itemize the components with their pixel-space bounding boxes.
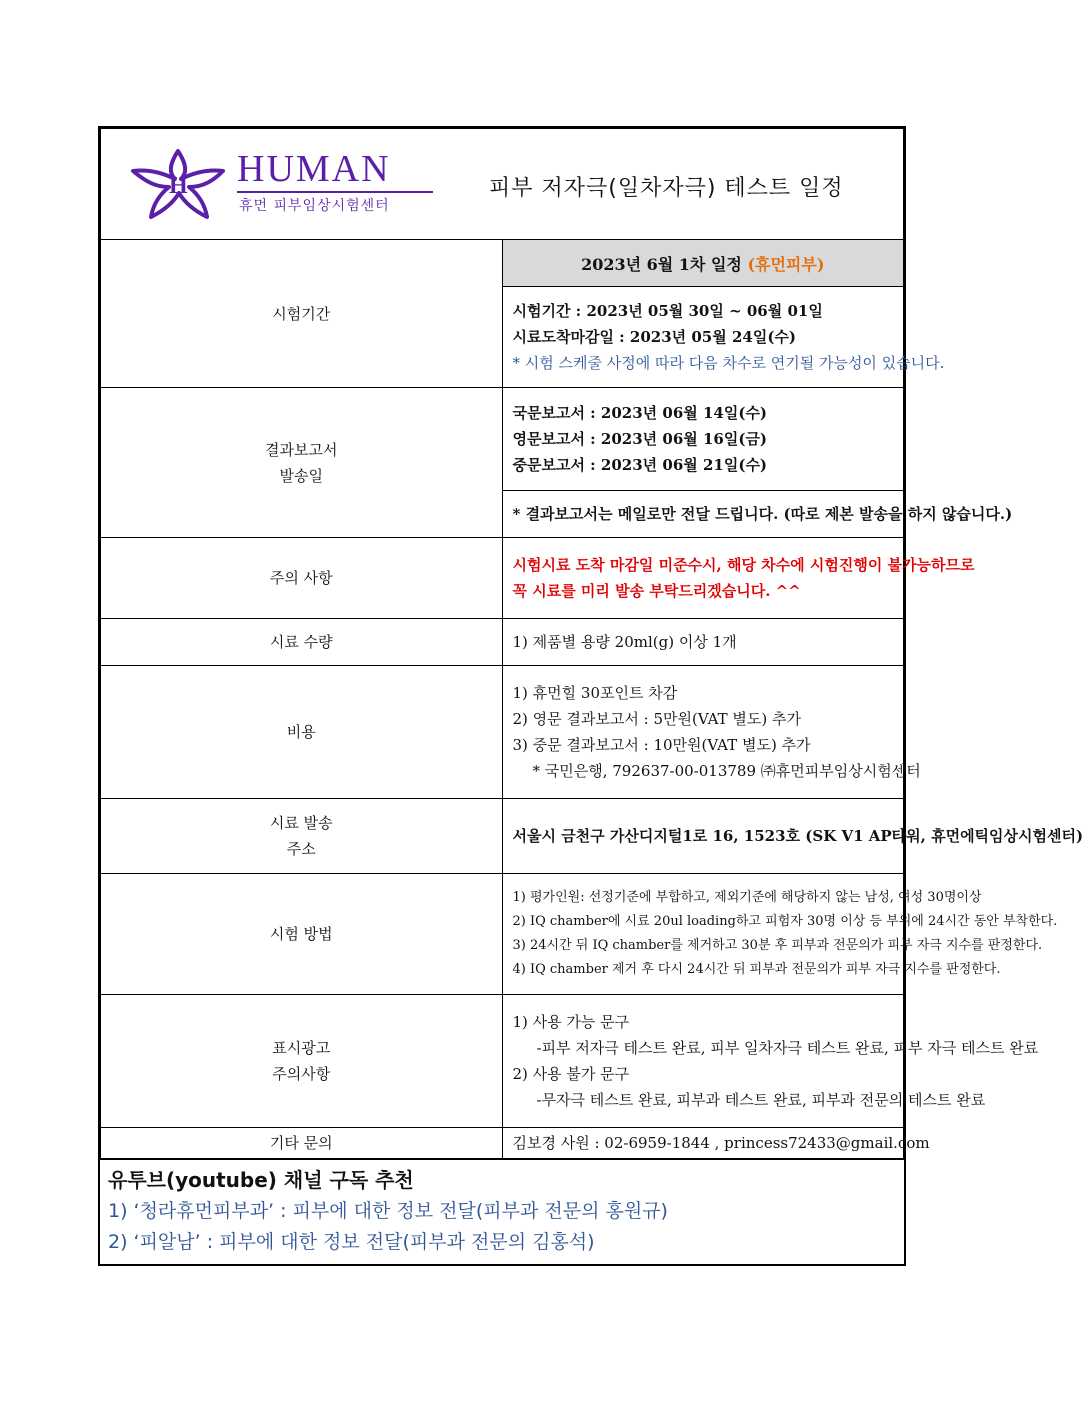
caution-line2: 꼭 시료를 미리 발송 부탁드리겠습니다. ^^ bbox=[512, 582, 801, 600]
report-dates bbox=[502, 388, 904, 491]
caution-line1: 시험시료 도착 마감일 미준수시, 해당 차수에 시험진행이 불가능하므로 bbox=[512, 556, 975, 574]
youtube-channel-1: 1) ‘청라휴먼피부과’ : 피부에 대한 정보 전달(피부과 전문의 홍원규) bbox=[108, 1200, 668, 1222]
period-dates: 시험기간 : 2023년 05월 30일 ~ 06월 01일 bbox=[512, 302, 823, 320]
address-label-line1: 시료 발송 bbox=[269, 814, 333, 832]
address-content bbox=[502, 799, 1083, 874]
period-banner-highlight: (휴먼피부) bbox=[747, 254, 825, 274]
method-line2: 2) IQ chamber에 시료 20ul loading하고 피험자 30명 이상 등 부위에 24시간 동안 부착한다. bbox=[512, 914, 1058, 929]
logo-subtitle: 휴먼 피부임상시험센터 bbox=[239, 198, 390, 214]
address-label-line2: 주소 bbox=[286, 840, 316, 858]
logo-wordmark: HUMAN bbox=[237, 148, 391, 190]
cost-line3: 3) 중문 결과보고서 : 10만원(VAT 별도) 추가 bbox=[512, 736, 811, 754]
human-logo bbox=[123, 147, 433, 221]
ad-label bbox=[101, 995, 503, 1128]
method-line4: 4) IQ chamber 제거 후 다시 24시간 뒤 피부과 전문의가 피부 자극 지수를 판정한다. bbox=[512, 962, 1001, 977]
ad-label-line2: 주의사항 bbox=[272, 1065, 331, 1083]
youtube-channel-2: 2) ‘피알남’ : 피부에 대한 정보 전달(피부과 전문의 김홍석) bbox=[108, 1231, 595, 1253]
address-label bbox=[101, 799, 503, 874]
quantity-label: 시료 수량 bbox=[101, 619, 503, 666]
caution-label: 주의 사항 bbox=[101, 538, 503, 619]
report-note: * 결과보고서는 메일로만 전달 드립니다. (따로 제본 발송을 하지 않습니다.) bbox=[512, 505, 1013, 523]
youtube-title: 유투브(youtube) 채널 구독 추천 bbox=[108, 1168, 414, 1192]
method-content bbox=[502, 874, 1058, 995]
schedule-document bbox=[98, 126, 1083, 1266]
quantity-line1: 1) 제품별 용량 20ml(g) 이상 1개 bbox=[512, 633, 737, 651]
ad-allowed-heading: 1) 사용 가능 문구 bbox=[512, 1013, 630, 1031]
period-banner bbox=[502, 240, 904, 287]
cost-line1: 1) 휴먼힐 30포인트 차감 bbox=[512, 684, 678, 702]
period-deadline: 시료도착마감일 : 2023년 05월 24일(수) bbox=[512, 328, 797, 346]
report-korean: 국문보고서 : 2023년 06월 14일(수) bbox=[512, 404, 768, 422]
schedule-table bbox=[100, 128, 1083, 1159]
cost-label: 비용 bbox=[101, 666, 503, 799]
period-label: 시험기간 bbox=[101, 240, 503, 388]
contact-value: 김보경 사원 : 02-6959-1844 , princess72433@gmail.com bbox=[512, 1134, 930, 1152]
ad-label-line1: 표시광고 bbox=[272, 1039, 331, 1057]
period-note: * 시험 스케줄 사정에 따라 다음 차수로 연기될 가능성이 있습니다. bbox=[512, 354, 945, 372]
ad-forbidden-heading: 2) 사용 불가 문구 bbox=[512, 1065, 630, 1083]
caution-content bbox=[502, 538, 975, 619]
ad-forbidden-phrases: -무자극 테스트 완료, 피부과 테스트 완료, 피부과 전문의 테스트 완료 bbox=[536, 1091, 986, 1109]
report-note-cell bbox=[502, 491, 1013, 538]
logo-rule bbox=[237, 191, 433, 193]
method-line3: 3) 24시간 뒤 IQ chamber를 제거하고 30분 후 피부과 전문의가 피부 자극 지수를 판정한다. bbox=[512, 938, 1043, 953]
cost-content bbox=[502, 666, 921, 799]
method-line1: 1) 평가인원: 선정기준에 부합하고, 제외기준에 해당하지 않는 남성, 여성 30명이상 bbox=[512, 890, 982, 905]
flower-logo-icon bbox=[123, 147, 233, 221]
quantity-content bbox=[502, 619, 904, 666]
period-banner-text: 2023년 6월 1차 일정 bbox=[581, 254, 748, 274]
cost-line2: 2) 영문 결과보고서 : 5만원(VAT 별도) 추가 bbox=[512, 710, 802, 728]
document-header bbox=[101, 129, 904, 240]
page-title: 피부 저자극(일차자극) 테스트 일정 bbox=[489, 176, 844, 201]
report-label bbox=[101, 388, 503, 538]
period-content bbox=[502, 287, 945, 388]
contact-content bbox=[502, 1128, 930, 1159]
address-value: 서울시 금천구 가산디지털1로 16, 1523호 (SK V1 AP타워, 휴먼에틱임상시험센터) bbox=[512, 827, 1083, 845]
ad-allowed-phrases: -피부 저자극 테스트 완료, 피부 일차자극 테스트 완료, 피부 자극 테스트 완료 bbox=[536, 1039, 1039, 1057]
svg-text:H: H bbox=[169, 173, 188, 199]
contact-label: 기타 문의 bbox=[101, 1128, 503, 1159]
report-chinese: 중문보고서 : 2023년 06월 21일(수) bbox=[512, 456, 768, 474]
youtube-section bbox=[100, 1159, 904, 1264]
report-label-line2: 발송일 bbox=[279, 466, 323, 485]
report-english: 영문보고서 : 2023년 06월 16일(금) bbox=[512, 430, 768, 448]
cost-bank-account: * 국민은행, 792637-00-013789 ㈜휴먼피부임상시험센터 bbox=[532, 762, 921, 780]
method-label: 시험 방법 bbox=[101, 874, 503, 995]
ad-content bbox=[502, 995, 1039, 1128]
report-label-line1: 결과보고서 bbox=[265, 440, 338, 459]
